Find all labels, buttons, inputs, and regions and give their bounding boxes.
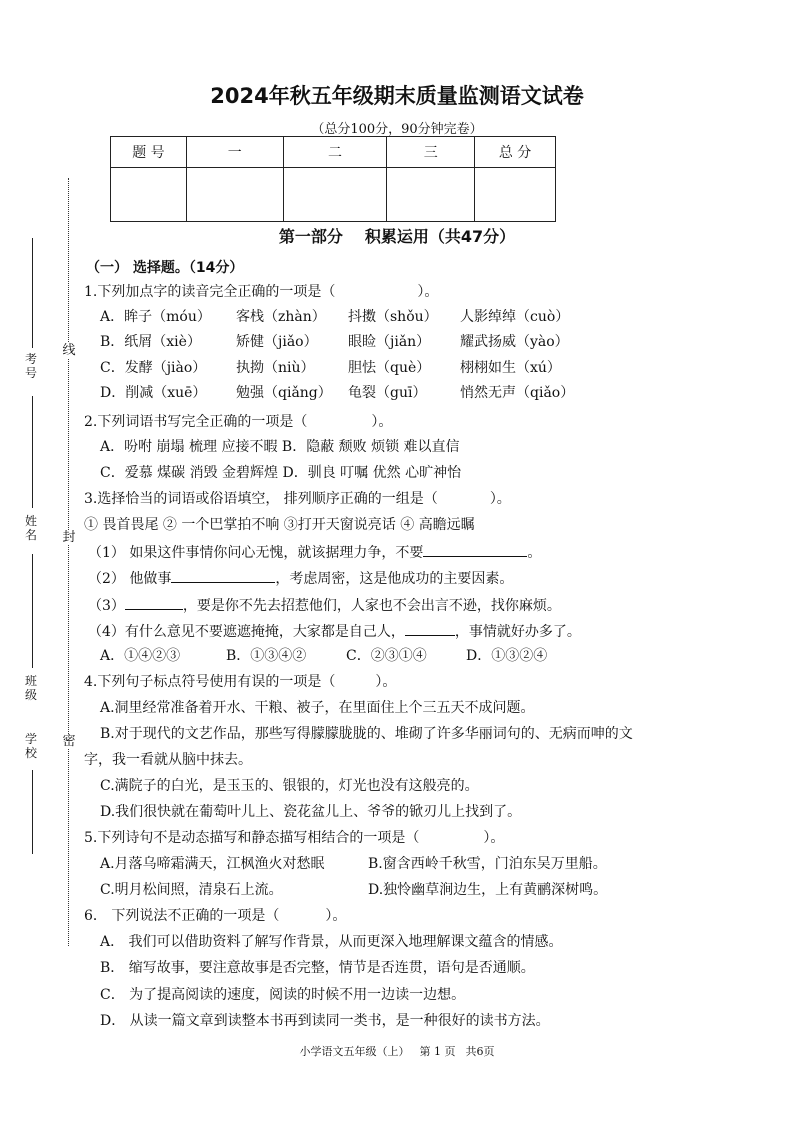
q6-stem-text: 6． 下列说法不正确的一项是（ (84, 908, 280, 924)
footer-page: 第 1 页 (419, 1045, 456, 1058)
q3-options: ① 畏首畏尾 ② 一个巴掌拍不响 ③打开天窗说亮话 ④ 高瞻远瞩 (84, 517, 475, 533)
q5-stem-end: ）。 (483, 830, 505, 846)
score-cell-label (111, 168, 187, 222)
exam-title: 2024年秋五年级期末质量监测语文试卷 (210, 84, 584, 108)
binding-mark-secret: 密 (62, 734, 76, 749)
q1-b-4: 耀武扬威（yào） (460, 334, 569, 350)
q1-a-1: A．眸子（móu） (100, 309, 211, 325)
part1-label: 第一部分 (278, 227, 343, 246)
q4-stem-text: 4.下列句子标点符号使用有误的一项是（ (84, 674, 336, 690)
q3-choice-d: D．①③②④ (466, 648, 548, 664)
q6-stem (84, 907, 346, 925)
q6-option-a: A． 我们可以借助资料了解写作背景，从而更深入地理解课文蕴含的情感。 (100, 934, 563, 950)
q2-stem (84, 413, 392, 431)
binding-label-school: 学校 (24, 732, 37, 760)
q4-stem (84, 673, 396, 691)
q1-a-4: 人影绰绰（cuò） (460, 309, 570, 325)
section1-title: （一） 选择题。（14分） (86, 260, 244, 276)
q1-d-4: 悄然无声（qiǎo） (460, 385, 575, 401)
q3-s4-blank[interactable] (405, 621, 455, 636)
q4-option-a: A.洞里经常准备着开水、干粮、被子，在里面住上个三五天不成问题。 (100, 700, 535, 716)
q6-option-c: C． 为了提高阅读的速度，阅读的时候不用一边读一边想。 (100, 987, 466, 1003)
score-cell-part1[interactable] (186, 168, 283, 222)
score-header-part2: 二 (283, 137, 387, 168)
q3-s3-blank[interactable] (125, 595, 183, 610)
q3-s1-blank[interactable] (423, 542, 527, 557)
footer-course: 小学语文五年级（上） (299, 1045, 410, 1058)
q3-choice-c: C．②③①④ (346, 648, 427, 664)
q5-option-a: A.月落乌啼霜满天，江枫渔火对愁眠 (100, 856, 325, 872)
q5-option-b: B.窗含西岭千秋雪，门泊东吴万里船。 (368, 856, 607, 872)
exam-no-field-line[interactable] (32, 238, 33, 348)
q3-s3-end: ，要是你不先去招惹他们，人家也不会出言不逊，找你麻烦。 (182, 598, 561, 614)
name-field-line[interactable] (32, 396, 33, 508)
q3-choice-a: A．①④②③ (100, 648, 181, 664)
q2-options-cd: C．爱慕 煤碳 消毁 金碧辉煌 D．驯良 叮嘱 优然 心旷神怡 (100, 465, 462, 481)
q3-sentence-1 (88, 542, 541, 562)
q5-option-c: C.明月松间照，清泉石上流。 (100, 882, 283, 898)
q1-b-2: 矫健（jiǎo） (236, 334, 318, 350)
q3-sentence-3 (88, 595, 561, 615)
q2-stem-text: 2.下列词语书写完全正确的一项是（ (84, 414, 308, 430)
binding-label-exam-no: 考号 (24, 352, 37, 380)
q3-sentence-4 (88, 621, 581, 641)
q3-s2-text: （2） 他做事 (88, 571, 172, 587)
q3-s2-end: ，考虑周密，这是他成功的主要因素。 (275, 571, 514, 587)
q1-d-1: D．削减（xuē） (100, 385, 207, 401)
q4-option-b-line2: 字，我一看就从脑中抹去。 (84, 752, 252, 768)
q1-stem-text: 1.下列加点字的读音完全正确的一项是（ (84, 284, 336, 300)
score-table-header-row (111, 137, 556, 168)
q4-option-c: C.满院子的白光，是玉玉的、银银的，灯光也没有这般亮的。 (100, 778, 479, 794)
q1-c-2: 执拗（niù） (236, 360, 315, 376)
school-field-line[interactable] (32, 770, 33, 854)
score-cell-part3[interactable] (387, 168, 475, 222)
q3-stem (84, 490, 511, 508)
page-footer (0, 1043, 794, 1059)
q1-c-4: 栩栩如生（xú） (460, 360, 561, 376)
binding-mark-line: 线 (62, 343, 76, 358)
binding-label-name: 姓名 (24, 514, 37, 542)
q6-option-b: B． 缩写故事，要注意故事是否完整，情节是否连贯，语句是否通顺。 (100, 960, 535, 976)
score-table-score-row (111, 168, 556, 222)
binding-label-class: 班级 (24, 674, 37, 702)
q3-s4-end: ，事情就好办多了。 (454, 624, 581, 640)
part1-heading (0, 224, 794, 247)
q1-c-3: 胆怯（què） (348, 360, 431, 376)
q3-s4-text: （4）有什么意见不要遮遮掩掩，大家都是自己人， (88, 624, 405, 640)
q2-options-ab: A．吩咐 崩塌 梳理 应接不暇 B．隐蔽 颓败 烦锁 难以直信 (100, 439, 460, 455)
q3-s2-blank[interactable] (171, 568, 275, 583)
q3-sentence-2 (88, 568, 513, 588)
q1-b-3: 眼睑（jiǎn） (348, 334, 431, 350)
score-header-part3: 三 (387, 137, 475, 168)
binding-mark-seal: 封 (62, 530, 76, 545)
q5-option-d: D.独怜幽草涧边生，上有黄鹂深树鸣。 (368, 882, 608, 898)
q5-stem-text: 5.下列诗句不是动态描写和静态描写相结合的一项是（ (84, 830, 420, 846)
q3-s3-text: （3） (88, 598, 125, 614)
q4-option-d: D.我们很快就在葡萄叶儿上、瓷花盆儿上、爷爷的锨刃儿上找到了。 (100, 804, 522, 820)
class-field-line[interactable] (32, 554, 33, 668)
score-header-label: 题 号 (111, 137, 187, 168)
q2-stem-end: ）。 (371, 414, 393, 430)
part1-title: 积累运用（共47分） (364, 227, 516, 246)
q1-a-2: 客栈（zhàn） (236, 309, 326, 325)
q1-d-3: 龟裂（guī） (348, 385, 427, 401)
q5-stem (84, 829, 504, 847)
score-header-total: 总 分 (475, 137, 556, 168)
q6-stem-end: ）。 (325, 908, 347, 924)
q1-c-1: C．发酵（jiào） (100, 360, 207, 376)
q3-s1-end: 。 (527, 545, 542, 561)
score-header-part1: 一 (186, 137, 283, 168)
q1-d-2: 勉强（qiǎng） (236, 385, 332, 401)
q3-stem-text: 3.选择恰当的词语或俗语填空， 排列顺序正确的一组是（ (84, 491, 438, 507)
binding-dotted-line (68, 178, 69, 946)
score-cell-part2[interactable] (283, 168, 387, 222)
q3-stem-end: ）。 (489, 491, 511, 507)
footer-total: 共6页 (465, 1045, 495, 1058)
q1-a-3: 抖擞（shǒu） (348, 309, 438, 325)
exam-subtitle: （总分100分，90分钟完卷） (311, 122, 483, 137)
q3-s1-text: （1） 如果这件事情你问心无愧，就该据理力争，不要 (88, 545, 424, 561)
score-table (110, 136, 556, 222)
score-cell-total[interactable] (475, 168, 556, 222)
q3-choice-b: B．①③④② (226, 648, 307, 664)
q1-stem-end: ）。 (417, 284, 439, 300)
q6-option-d: D． 从读一篇文章到读整本书再到读同一类书，是一种很好的读书方法。 (100, 1013, 550, 1029)
q1-stem (84, 283, 438, 301)
q4-stem-end: ）。 (375, 674, 397, 690)
q1-b-1: B．纸屑（xiè） (100, 334, 201, 350)
q4-option-b-line1: B.对于现代的文艺作品，那些写得朦朦胧胧的、堆砌了许多华丽词句的、无病而呻的文 (100, 726, 633, 742)
